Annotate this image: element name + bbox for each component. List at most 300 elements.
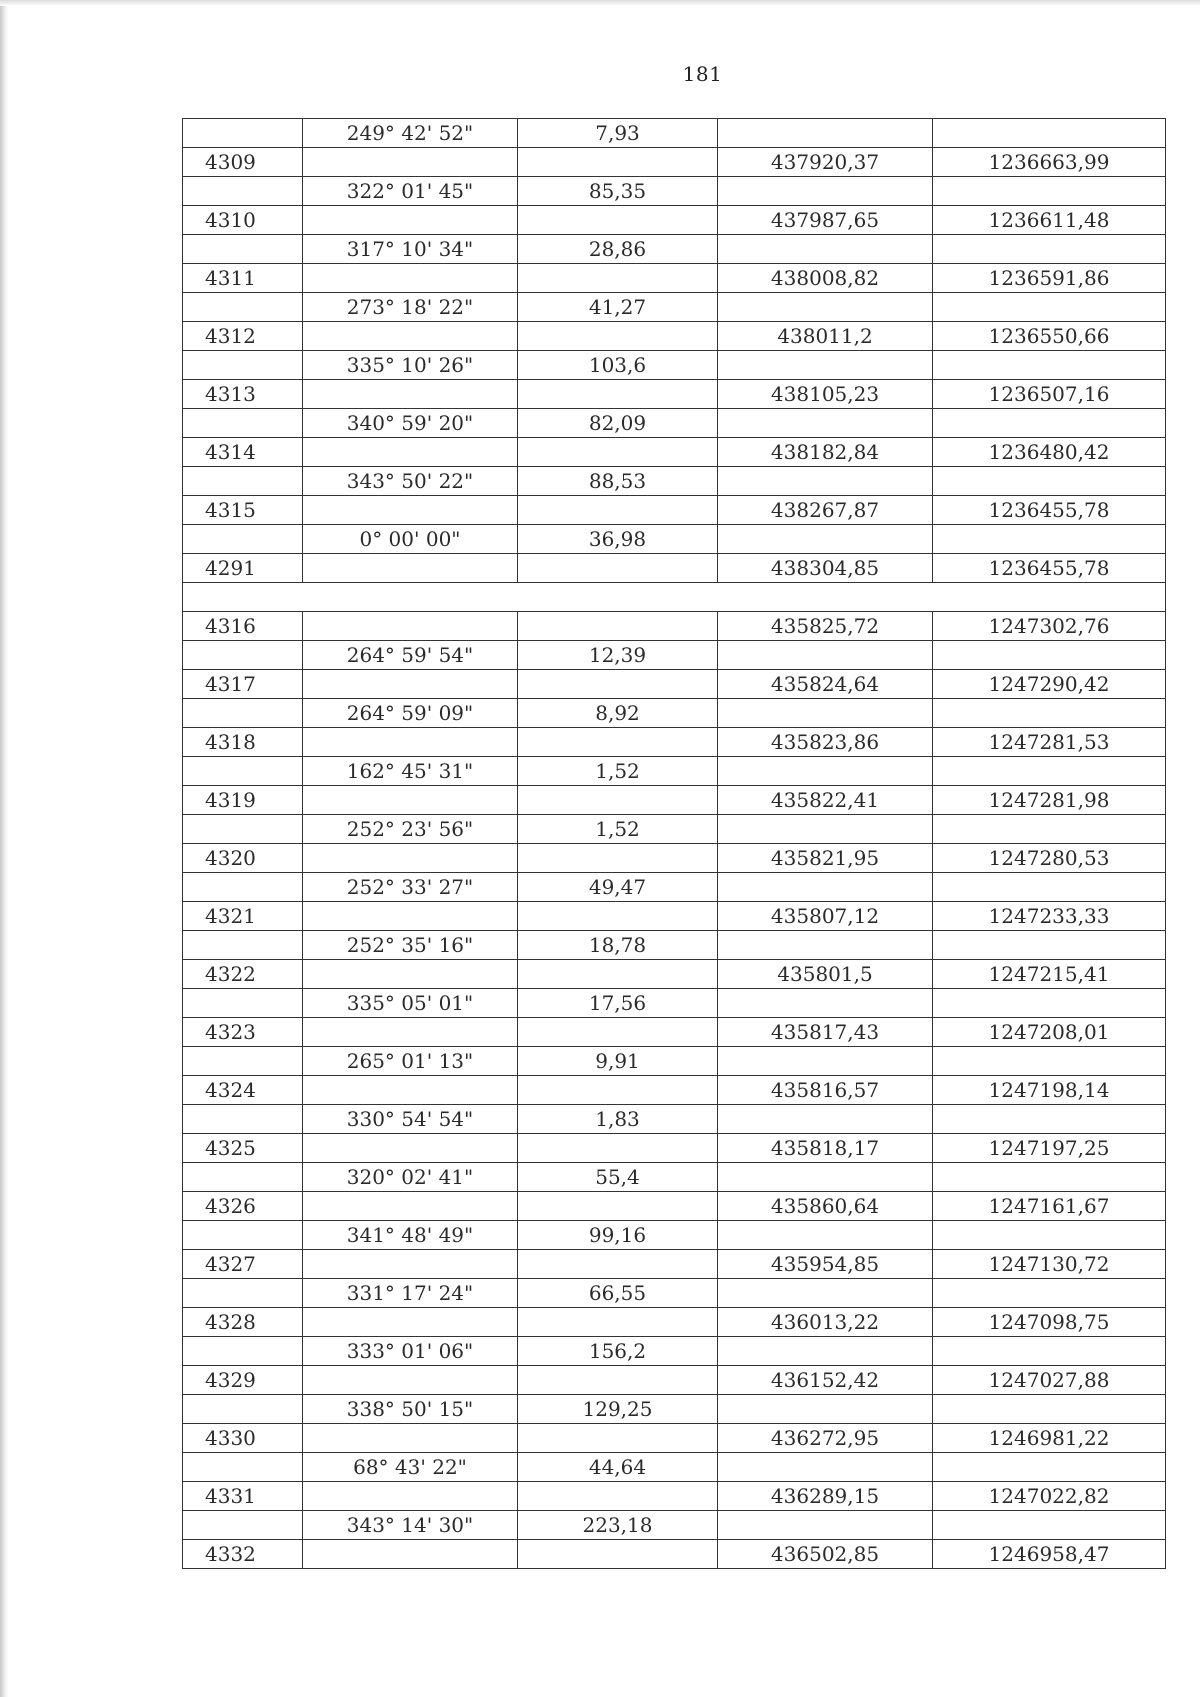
point-row (183, 1424, 1166, 1453)
x-coordinate-cell: 435954,85 (718, 1250, 933, 1279)
distance-cell (518, 960, 718, 989)
y-coordinate-cell: 1247302,76 (933, 612, 1166, 641)
bearing-angle-cell (303, 148, 518, 177)
y-coordinate-cell (933, 989, 1166, 1018)
y-coordinate-cell (933, 119, 1166, 148)
bearing-angle-cell: 252° 33' 27" (303, 873, 518, 902)
x-coordinate-cell (718, 931, 933, 960)
bearing-angle-cell: 335° 10' 26" (303, 351, 518, 380)
x-coordinate-cell: 437920,37 (718, 148, 933, 177)
x-coordinate-cell (718, 641, 933, 670)
bearing-angle-cell (303, 1134, 518, 1163)
y-coordinate-cell: 1247290,42 (933, 670, 1166, 699)
x-coordinate-cell: 435817,43 (718, 1018, 933, 1047)
point-row (183, 1540, 1166, 1569)
x-coordinate-cell (718, 351, 933, 380)
x-coordinate-cell: 435821,95 (718, 844, 933, 873)
distance-cell (518, 438, 718, 467)
x-coordinate-cell (718, 1279, 933, 1308)
distance-cell: 9,91 (518, 1047, 718, 1076)
distance-cell: 103,6 (518, 351, 718, 380)
point-id-cell (183, 757, 303, 786)
point-row (183, 1134, 1166, 1163)
y-coordinate-cell (933, 1511, 1166, 1540)
point-id-cell: 4325 (183, 1134, 303, 1163)
y-coordinate-cell: 1247098,75 (933, 1308, 1166, 1337)
x-coordinate-cell (718, 1047, 933, 1076)
point-id-cell: 4329 (183, 1366, 303, 1395)
scan-top-edge-shadow (0, 0, 1200, 6)
x-coordinate-cell (718, 1511, 933, 1540)
bearing-angle-cell: 249° 42' 52" (303, 119, 518, 148)
y-coordinate-cell (933, 235, 1166, 264)
bearing-angle-cell: 343° 14' 30" (303, 1511, 518, 1540)
point-id-cell (183, 641, 303, 670)
point-row (183, 438, 1166, 467)
bearing-angle-cell (303, 438, 518, 467)
distance-cell (518, 322, 718, 351)
point-row (183, 496, 1166, 525)
x-coordinate-cell (718, 235, 933, 264)
bearing-angle-cell (303, 380, 518, 409)
x-coordinate-cell (718, 1105, 933, 1134)
y-coordinate-cell: 1236480,42 (933, 438, 1166, 467)
segment-row (183, 119, 1166, 148)
bearing-angle-cell (303, 1540, 518, 1569)
y-coordinate-cell: 1246981,22 (933, 1424, 1166, 1453)
distance-cell (518, 554, 718, 583)
distance-cell: 99,16 (518, 1221, 718, 1250)
point-id-cell: 4314 (183, 438, 303, 467)
bearing-angle-cell (303, 1018, 518, 1047)
point-row (183, 1482, 1166, 1511)
x-coordinate-cell: 438011,2 (718, 322, 933, 351)
y-coordinate-cell (933, 351, 1166, 380)
distance-cell: 36,98 (518, 525, 718, 554)
x-coordinate-cell: 435825,72 (718, 612, 933, 641)
point-id-cell: 4326 (183, 1192, 303, 1221)
bearing-angle-cell (303, 496, 518, 525)
distance-cell (518, 612, 718, 641)
distance-cell: 18,78 (518, 931, 718, 960)
bearing-angle-cell: 338° 50' 15" (303, 1395, 518, 1424)
bearing-angle-cell: 317° 10' 34" (303, 235, 518, 264)
y-coordinate-cell: 1247161,67 (933, 1192, 1166, 1221)
y-coordinate-cell: 1236507,16 (933, 380, 1166, 409)
point-id-cell (183, 873, 303, 902)
x-coordinate-cell: 438008,82 (718, 264, 933, 293)
bearing-angle-cell (303, 1482, 518, 1511)
point-id-cell: 4312 (183, 322, 303, 351)
point-row (183, 728, 1166, 757)
x-coordinate-cell: 435818,17 (718, 1134, 933, 1163)
y-coordinate-cell: 1247197,25 (933, 1134, 1166, 1163)
x-coordinate-cell (718, 989, 933, 1018)
bearing-angle-cell: 341° 48' 49" (303, 1221, 518, 1250)
point-id-cell: 4319 (183, 786, 303, 815)
distance-cell (518, 1366, 718, 1395)
y-coordinate-cell: 1247280,53 (933, 844, 1166, 873)
segment-row (183, 757, 1166, 786)
segment-row (183, 1105, 1166, 1134)
distance-cell (518, 264, 718, 293)
distance-cell: 8,92 (518, 699, 718, 728)
point-row (183, 148, 1166, 177)
y-coordinate-cell (933, 293, 1166, 322)
x-coordinate-cell: 438304,85 (718, 554, 933, 583)
page-number: 181 (682, 62, 723, 86)
y-coordinate-cell: 1246958,47 (933, 1540, 1166, 1569)
bearing-angle-cell (303, 960, 518, 989)
y-coordinate-cell (933, 1395, 1166, 1424)
segment-row (183, 1337, 1166, 1366)
segment-row (183, 1047, 1166, 1076)
bearing-angle-cell: 0° 00' 00" (303, 525, 518, 554)
distance-cell (518, 670, 718, 699)
bearing-angle-cell: 273° 18' 22" (303, 293, 518, 322)
bearing-angle-cell (303, 786, 518, 815)
y-coordinate-cell: 1236591,86 (933, 264, 1166, 293)
point-row (183, 1076, 1166, 1105)
x-coordinate-cell: 435801,5 (718, 960, 933, 989)
point-id-cell (183, 815, 303, 844)
bearing-angle-cell: 333° 01' 06" (303, 1337, 518, 1366)
bearing-angle-cell: 265° 01' 13" (303, 1047, 518, 1076)
y-coordinate-cell: 1247281,53 (933, 728, 1166, 757)
distance-cell: 129,25 (518, 1395, 718, 1424)
distance-cell: 156,2 (518, 1337, 718, 1366)
distance-cell: 28,86 (518, 235, 718, 264)
y-coordinate-cell (933, 1163, 1166, 1192)
point-row (183, 1308, 1166, 1337)
bearing-angle-cell (303, 612, 518, 641)
distance-cell: 1,52 (518, 815, 718, 844)
segment-row (183, 699, 1166, 728)
bearing-angle-cell: 264° 59' 54" (303, 641, 518, 670)
y-coordinate-cell (933, 1453, 1166, 1482)
point-id-cell: 4313 (183, 380, 303, 409)
x-coordinate-cell (718, 525, 933, 554)
point-id-cell: 4331 (183, 1482, 303, 1511)
distance-cell (518, 496, 718, 525)
distance-cell: 1,83 (518, 1105, 718, 1134)
y-coordinate-cell: 1236455,78 (933, 554, 1166, 583)
point-id-cell (183, 525, 303, 554)
distance-cell (518, 1424, 718, 1453)
bearing-angle-cell: 162° 45' 31" (303, 757, 518, 786)
distance-cell: 17,56 (518, 989, 718, 1018)
bearing-angle-cell: 320° 02' 41" (303, 1163, 518, 1192)
bearing-angle-cell: 322° 01' 45" (303, 177, 518, 206)
bearing-angle-cell: 340° 59' 20" (303, 409, 518, 438)
distance-cell: 7,93 (518, 119, 718, 148)
bearing-angle-cell: 252° 35' 16" (303, 931, 518, 960)
point-id-cell (183, 1453, 303, 1482)
y-coordinate-cell (933, 1105, 1166, 1134)
point-id-cell (183, 1511, 303, 1540)
segment-row (183, 467, 1166, 496)
point-id-cell: 4317 (183, 670, 303, 699)
bearing-angle-cell (303, 844, 518, 873)
x-coordinate-cell: 436289,15 (718, 1482, 933, 1511)
segment-row (183, 525, 1166, 554)
x-coordinate-cell: 436013,22 (718, 1308, 933, 1337)
coordinates-table-body (183, 119, 1166, 1569)
y-coordinate-cell (933, 467, 1166, 496)
point-id-cell: 4320 (183, 844, 303, 873)
x-coordinate-cell: 436502,85 (718, 1540, 933, 1569)
point-id-cell (183, 1337, 303, 1366)
point-row (183, 380, 1166, 409)
distance-cell: 66,55 (518, 1279, 718, 1308)
point-row (183, 960, 1166, 989)
x-coordinate-cell (718, 293, 933, 322)
point-id-cell (183, 1395, 303, 1424)
point-id-cell: 4322 (183, 960, 303, 989)
point-row (183, 612, 1166, 641)
distance-cell (518, 844, 718, 873)
segment-row (183, 351, 1166, 380)
y-coordinate-cell (933, 1279, 1166, 1308)
y-coordinate-cell (933, 815, 1166, 844)
segment-row (183, 931, 1166, 960)
x-coordinate-cell (718, 1337, 933, 1366)
segment-row (183, 1395, 1166, 1424)
point-id-cell (183, 409, 303, 438)
y-coordinate-cell: 1247233,33 (933, 902, 1166, 931)
distance-cell: 82,09 (518, 409, 718, 438)
bearing-angle-cell (303, 728, 518, 757)
point-row (183, 264, 1166, 293)
x-coordinate-cell (718, 409, 933, 438)
segment-row (183, 641, 1166, 670)
point-id-cell (183, 989, 303, 1018)
distance-cell: 85,35 (518, 177, 718, 206)
y-coordinate-cell: 1236455,78 (933, 496, 1166, 525)
point-id-cell (183, 931, 303, 960)
distance-cell: 1,52 (518, 757, 718, 786)
x-coordinate-cell (718, 467, 933, 496)
point-id-cell (183, 699, 303, 728)
y-coordinate-cell (933, 1047, 1166, 1076)
point-row (183, 786, 1166, 815)
bearing-angle-cell (303, 1424, 518, 1453)
distance-cell: 12,39 (518, 641, 718, 670)
point-id-cell: 4315 (183, 496, 303, 525)
segment-row (183, 815, 1166, 844)
segment-row (183, 177, 1166, 206)
distance-cell (518, 1076, 718, 1105)
separator-row (183, 583, 1166, 612)
segment-row (183, 1279, 1166, 1308)
bearing-angle-cell (303, 1076, 518, 1105)
distance-cell (518, 1540, 718, 1569)
distance-cell: 49,47 (518, 873, 718, 902)
bearing-angle-cell (303, 1192, 518, 1221)
bearing-angle-cell (303, 1250, 518, 1279)
x-coordinate-cell: 435823,86 (718, 728, 933, 757)
y-coordinate-cell: 1236663,99 (933, 148, 1166, 177)
point-id-cell (183, 1221, 303, 1250)
distance-cell (518, 1308, 718, 1337)
x-coordinate-cell (718, 1221, 933, 1250)
distance-cell: 55,4 (518, 1163, 718, 1192)
point-id-cell (183, 235, 303, 264)
y-coordinate-cell: 1247130,72 (933, 1250, 1166, 1279)
distance-cell (518, 1134, 718, 1163)
point-row (183, 1192, 1166, 1221)
distance-cell (518, 902, 718, 931)
y-coordinate-cell (933, 409, 1166, 438)
bearing-angle-cell (303, 206, 518, 235)
scan-left-edge-shadow (0, 0, 8, 1697)
point-id-cell: 4330 (183, 1424, 303, 1453)
x-coordinate-cell: 435822,41 (718, 786, 933, 815)
bearing-angle-cell: 330° 54' 54" (303, 1105, 518, 1134)
x-coordinate-cell (718, 177, 933, 206)
y-coordinate-cell (933, 1221, 1166, 1250)
point-row (183, 554, 1166, 583)
point-id-cell (183, 177, 303, 206)
distance-cell: 223,18 (518, 1511, 718, 1540)
point-row (183, 322, 1166, 351)
x-coordinate-cell (718, 1453, 933, 1482)
bearing-angle-cell: 68° 43' 22" (303, 1453, 518, 1482)
segment-row (183, 293, 1166, 322)
distance-cell (518, 786, 718, 815)
x-coordinate-cell: 437987,65 (718, 206, 933, 235)
bearing-angle-cell: 331° 17' 24" (303, 1279, 518, 1308)
bearing-angle-cell (303, 322, 518, 351)
y-coordinate-cell (933, 525, 1166, 554)
y-coordinate-cell: 1247215,41 (933, 960, 1166, 989)
y-coordinate-cell (933, 1337, 1166, 1366)
y-coordinate-cell: 1236611,48 (933, 206, 1166, 235)
point-id-cell: 4323 (183, 1018, 303, 1047)
point-id-cell (183, 1279, 303, 1308)
point-id-cell: 4324 (183, 1076, 303, 1105)
segment-row (183, 1221, 1166, 1250)
distance-cell (518, 728, 718, 757)
point-row (183, 1018, 1166, 1047)
distance-cell (518, 206, 718, 235)
distance-cell: 88,53 (518, 467, 718, 496)
point-row (183, 206, 1166, 235)
bearing-angle-cell (303, 902, 518, 931)
bearing-angle-cell: 264° 59' 09" (303, 699, 518, 728)
segment-row (183, 1453, 1166, 1482)
y-coordinate-cell: 1247027,88 (933, 1366, 1166, 1395)
point-id-cell: 4328 (183, 1308, 303, 1337)
bearing-angle-cell: 343° 50' 22" (303, 467, 518, 496)
y-coordinate-cell (933, 177, 1166, 206)
bearing-angle-cell (303, 264, 518, 293)
segment-row (183, 873, 1166, 902)
x-coordinate-cell: 436272,95 (718, 1424, 933, 1453)
segment-row (183, 1163, 1166, 1192)
point-id-cell: 4318 (183, 728, 303, 757)
x-coordinate-cell (718, 757, 933, 786)
y-coordinate-cell (933, 873, 1166, 902)
segment-row (183, 989, 1166, 1018)
point-id-cell: 4310 (183, 206, 303, 235)
point-id-cell (183, 119, 303, 148)
distance-cell (518, 1018, 718, 1047)
point-id-cell: 4316 (183, 612, 303, 641)
point-id-cell (183, 293, 303, 322)
x-coordinate-cell (718, 873, 933, 902)
distance-cell (518, 148, 718, 177)
x-coordinate-cell: 438105,23 (718, 380, 933, 409)
distance-cell (518, 1250, 718, 1279)
x-coordinate-cell: 438267,87 (718, 496, 933, 525)
distance-cell (518, 1192, 718, 1221)
segment-row (183, 409, 1166, 438)
distance-cell (518, 380, 718, 409)
segment-row (183, 1511, 1166, 1540)
x-coordinate-cell: 436152,42 (718, 1366, 933, 1395)
point-row (183, 844, 1166, 873)
bearing-angle-cell: 335° 05' 01" (303, 989, 518, 1018)
x-coordinate-cell (718, 699, 933, 728)
separator-cell (183, 583, 1166, 612)
x-coordinate-cell (718, 815, 933, 844)
point-id-cell: 4332 (183, 1540, 303, 1569)
x-coordinate-cell: 438182,84 (718, 438, 933, 467)
bearing-angle-cell (303, 670, 518, 699)
distance-cell: 44,64 (518, 1453, 718, 1482)
y-coordinate-cell: 1247198,14 (933, 1076, 1166, 1105)
coordinates-table (182, 118, 1166, 1569)
point-id-cell (183, 351, 303, 380)
x-coordinate-cell (718, 119, 933, 148)
y-coordinate-cell (933, 931, 1166, 960)
point-row (183, 1250, 1166, 1279)
bearing-angle-cell (303, 1366, 518, 1395)
bearing-angle-cell (303, 1308, 518, 1337)
point-id-cell: 4311 (183, 264, 303, 293)
x-coordinate-cell: 435816,57 (718, 1076, 933, 1105)
point-id-cell (183, 467, 303, 496)
point-row (183, 670, 1166, 699)
distance-cell (518, 1482, 718, 1511)
y-coordinate-cell: 1247281,98 (933, 786, 1166, 815)
x-coordinate-cell (718, 1163, 933, 1192)
y-coordinate-cell (933, 641, 1166, 670)
point-row (183, 902, 1166, 931)
y-coordinate-cell: 1247208,01 (933, 1018, 1166, 1047)
point-id-cell: 4291 (183, 554, 303, 583)
y-coordinate-cell: 1247022,82 (933, 1482, 1166, 1511)
point-id-cell (183, 1047, 303, 1076)
x-coordinate-cell: 435807,12 (718, 902, 933, 931)
point-id-cell (183, 1163, 303, 1192)
bearing-angle-cell: 252° 23' 56" (303, 815, 518, 844)
x-coordinate-cell (718, 1395, 933, 1424)
point-id-cell: 4321 (183, 902, 303, 931)
bearing-angle-cell (303, 554, 518, 583)
y-coordinate-cell (933, 757, 1166, 786)
distance-cell: 41,27 (518, 293, 718, 322)
y-coordinate-cell: 1236550,66 (933, 322, 1166, 351)
x-coordinate-cell: 435860,64 (718, 1192, 933, 1221)
point-row (183, 1366, 1166, 1395)
x-coordinate-cell: 435824,64 (718, 670, 933, 699)
segment-row (183, 235, 1166, 264)
point-id-cell (183, 1105, 303, 1134)
point-id-cell: 4309 (183, 148, 303, 177)
point-id-cell: 4327 (183, 1250, 303, 1279)
